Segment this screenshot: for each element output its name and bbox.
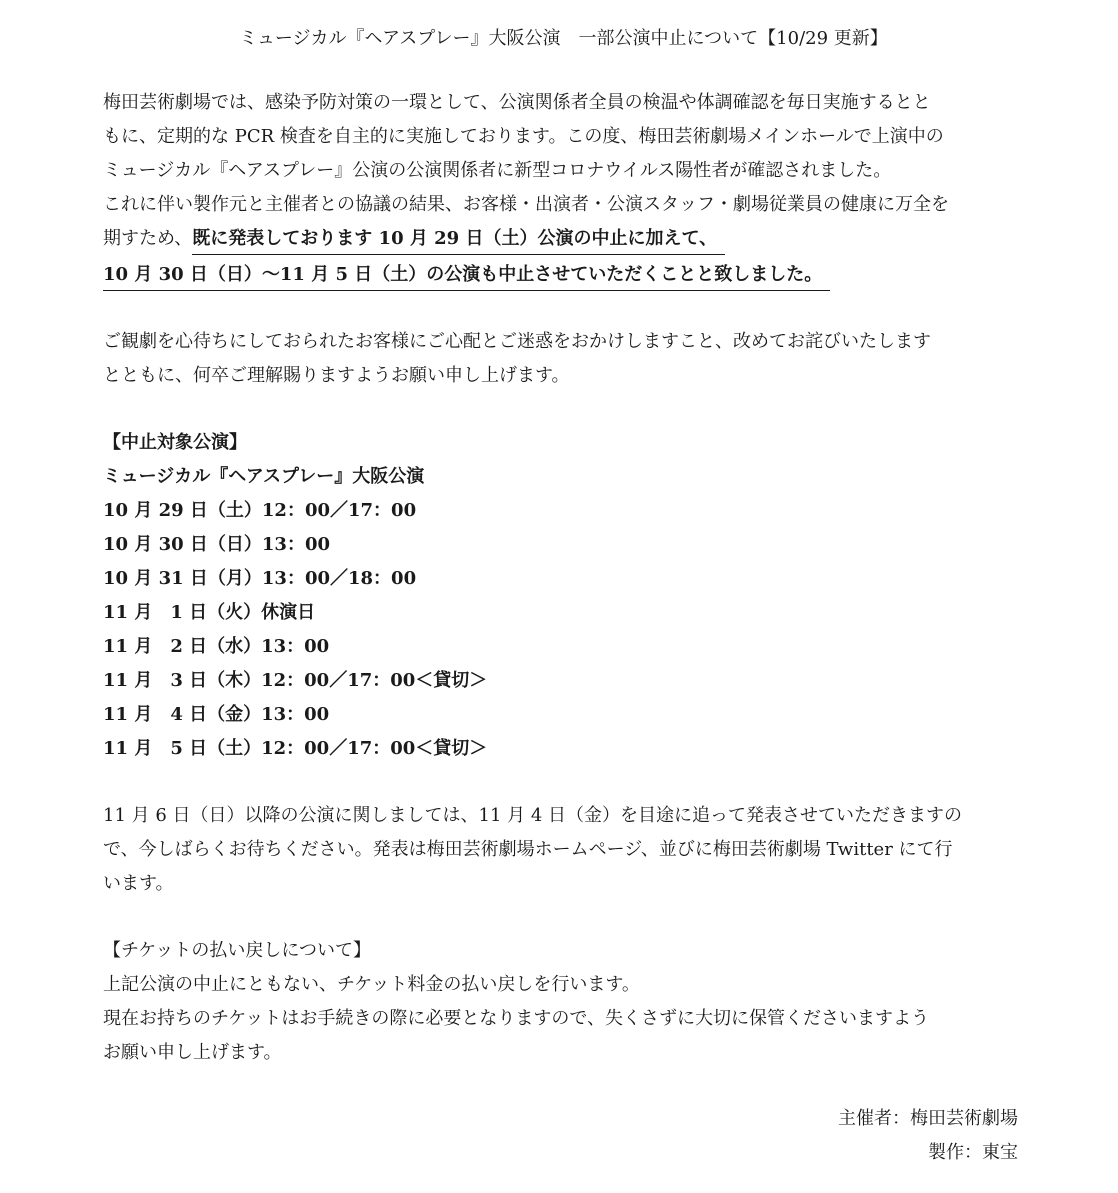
apology-line: とともに、何卒ご理解賜りますようお願い申し上げます。	[103, 365, 570, 386]
apology-paragraph	[103, 325, 1018, 393]
cancelled-date-item: 10 月 31 日（月）13：00／18：00	[103, 568, 417, 589]
spacer	[103, 901, 1018, 934]
refund-heading: 【チケットの払い戻しについて】	[103, 940, 372, 961]
refund-section	[103, 934, 1018, 1070]
cancelled-date-item: 11 月 2 日（水）13：00	[103, 636, 330, 657]
intro-line5-prefix: 期すため、	[103, 228, 193, 249]
apology-line: ご観劇を心待ちにしておられたお客様にご心配とご迷惑をおかけしますこと、改めてお詫びいたします	[103, 331, 931, 352]
intro-paragraph	[103, 86, 1018, 292]
refund-line: 上記公演の中止にともない、チケット料金の払い戻しを行います。	[103, 974, 640, 995]
spacer	[103, 766, 1018, 799]
cancelled-show-title: ミュージカル『ヘアスプレー』大阪公演	[103, 466, 425, 487]
cancelled-date-item: 11 月 4 日（金）13：00	[103, 704, 330, 725]
spacer	[103, 393, 1018, 426]
future-announcement-paragraph	[103, 799, 1018, 901]
cancelled-date-item: 11 月 3 日（木）12：00／17：00＜貸切＞	[103, 670, 488, 691]
intro-line: これに伴い製作元と主催者との協議の結果、お客様・出演者・公演スタッフ・劇場従業員の健康に万全を	[103, 194, 949, 215]
intro-line: もに、定期的な PCR 検査を自主的に実施しております。この度、梅田芸術劇場メインホールで上演中の	[103, 126, 944, 147]
cancelled-date-item: 10 月 30 日（日）13：00	[103, 534, 330, 555]
credits-block	[838, 1102, 1018, 1170]
cancelled-performances-section	[103, 426, 1018, 766]
notice-title: ミュージカル『ヘアスプレー』大阪公演 一部公演中止について【10/29 更新】	[239, 28, 888, 49]
producer-credit: 製作：東宝	[928, 1142, 1018, 1163]
future-line: で、今しばらくお待ちください。発表は梅田芸術劇場ホームページ、並びに梅田芸術劇場 Twitter にて行	[103, 839, 953, 860]
cancellation-announcement-part2: 10 月 30 日（日）〜11 月 5 日（土）の公演も中止させていただくことと致しました。	[103, 260, 830, 291]
cancelled-heading: 【中止対象公演】	[103, 432, 247, 453]
refund-line: 現在お持ちのチケットはお手続きの際に必要となりますので、失くさずに大切に保管くださいますよう	[103, 1008, 930, 1029]
future-line: います。	[103, 873, 174, 894]
intro-line	[103, 222, 1018, 256]
future-line: 11 月 6 日（日）以降の公演に関しましては、11 月 4 日（金）を目途に追って発表させていただきますの	[103, 805, 963, 826]
intro-line: 梅田芸術劇場では、感染予防対策の一環として、公演関係者全員の検温や体調確認を毎日実施するとと	[103, 92, 931, 113]
spacer	[103, 292, 1018, 325]
intro-line	[103, 256, 1018, 292]
organizer-credit: 主催者：梅田芸術劇場	[838, 1108, 1018, 1129]
cancelled-date-item: 11 月 5 日（土）12：00／17：00＜貸切＞	[103, 738, 488, 759]
intro-line: ミュージカル『ヘアスプレー』公演の公演関係者に新型コロナウイルス陽性者が確認されました。	[103, 160, 892, 181]
cancelled-date-item: 11 月 1 日（火）休演日	[103, 602, 316, 623]
cancelled-date-item: 10 月 29 日（土）12：00／17：00	[103, 500, 417, 521]
refund-line: お願い申し上げます。	[103, 1042, 282, 1063]
cancellation-announcement-part1: 既に発表しております 10 月 29 日（土）公演の中止に加えて、	[192, 224, 725, 255]
